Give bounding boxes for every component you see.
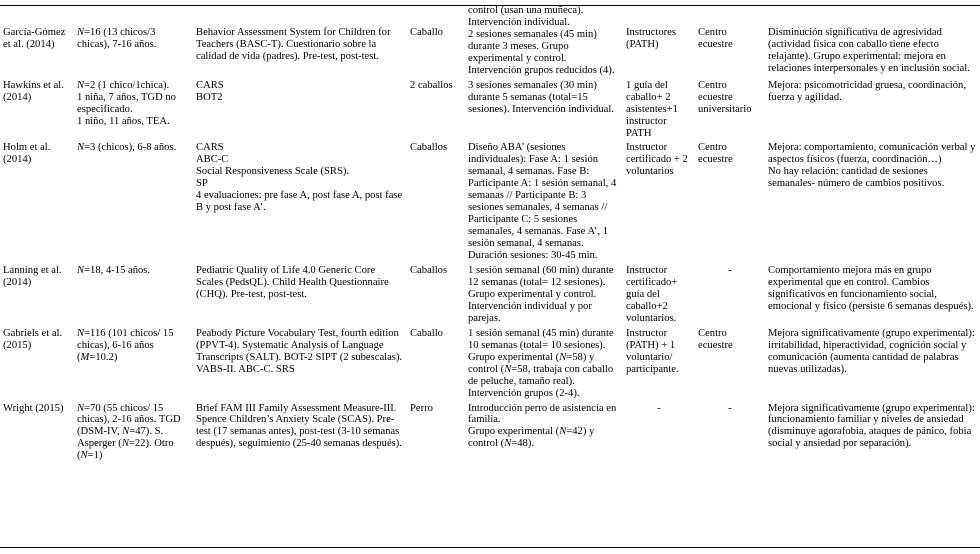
- results-cell: Mejora significativamente (grupo experimental): irritabilidad, hiperactividad, cognición social y comunicación (aumenta cantidad de palabras nuevas utilizadas).: [768, 327, 975, 375]
- intervention-cell: [465, 5, 623, 79]
- professionals-cell: -: [657, 402, 661, 414]
- studies-table: [0, 5, 980, 464]
- sample-cell: N=16 (13 chicos/3 chicas), 7-16 años.: [77, 27, 157, 50]
- setting-cell: -: [728, 402, 732, 414]
- instruments-cell: CARS ABC-C Social Responsiveness Scale (SRS). SP 4 evaluaciones: pre fase A, post fase A, post fase B y post fase A’.: [196, 142, 403, 214]
- animal-cell: Caballos: [410, 142, 448, 154]
- setting-cell: -: [728, 265, 732, 277]
- table-bottom-rule: [0, 547, 980, 548]
- professionals-cell: Instructor (PATH) + 1 voluntario/ participante.: [626, 327, 679, 375]
- instruments-cell: Brief FAM III Family Assessment Measure-III. Spence Children’s Anxiety Scale (SCAS). Pre-test (17 semanas antes), post-test (3-10 semanas después), seguimiento (25-40 semanas después).: [196, 402, 402, 450]
- setting-cell: Centro ecuestre: [698, 327, 733, 351]
- professionals-cell: Instructores (PATH): [626, 27, 677, 50]
- professionals-cell: Instructor certificado + 2 voluntarios: [626, 142, 688, 178]
- author-cell: Lanning et al. (2014): [3, 265, 62, 288]
- table-row: [0, 327, 980, 402]
- table-row: [0, 264, 980, 327]
- intervention-cell: 1 sesión semanal (45 min) durante 10 semanas (total= 10 sesiones). Grupo experimental (N=58) y control (N=58, trabaja con caballo de peluche, tamaño real). Intervención grupos (2-4).: [468, 327, 614, 399]
- results-cell: Mejora: comportamiento, comunicación verbal y aspectos físicos (fuerza, coordinación…) No hay relación: cantidad de sesiones semanales- número de cambios positivos.: [768, 142, 976, 190]
- intervention-cell: 1 sesión semanal (60 min) durante 12 semanas (total= 12 sesiones). Grupo experimental y control. Intervención individual y por parejas.: [468, 265, 614, 324]
- author-cell: Wright (2015): [3, 402, 64, 414]
- animal-cell: Perro: [410, 402, 433, 414]
- animal-cell: Caballo: [410, 327, 443, 339]
- table-row: [0, 402, 980, 465]
- table-row: [0, 141, 980, 264]
- results-cell: Mejora: psicomotricidad gruesa, coordinación, fuerza y agilidad.: [768, 79, 966, 103]
- instruments-cell: Peabody Picture Vocabulary Test, fourth edition (PPVT-4). Systematic Analysis of Language Transcripts (SALT). BOT-2 SIPT (2 subescalas). VABS-II. ABC-C. SRS: [196, 327, 403, 375]
- intervention-continued: control (usan una muñeca). Intervención individual.: [468, 5, 584, 28]
- instruments-cell: CARS BOT2: [196, 79, 224, 103]
- author-cell: Holm et al. (2014): [3, 142, 51, 166]
- instruments-cell: Pediatric Quality of Life 4.0 Generic Core Scales (PedsQL). Child Health Questionnaire (CHQ). Pre-test, post-test.: [196, 265, 389, 300]
- author-cell: Gabriels et al. (2015): [3, 327, 63, 351]
- intervention-text: 2 sesiones semanales (45 min) durante 3 meses. Grupo experimental y control. Intervención grupos reducidos (4).: [468, 28, 615, 76]
- setting-cell: Centro ecuestre: [698, 27, 733, 50]
- intervention-cell: Diseño ABA’ (sesiones individuales): Fase A: 1 sesión semanal, 4 semanas. Fase B: Participante A: 1 sesión semanal, 4 semanas // Participante B: 3 sesiones semanales, 4 semanas // Participante C: 5 sesiones semanales, 4 semanas. Fase A’, 1 sesión semanal, 4 semanas. Duración sesiones: 30-45 min.: [468, 142, 617, 262]
- animal-cell: 2 caballos: [410, 79, 453, 91]
- setting-cell: Centro ecuestre universitario: [698, 79, 752, 115]
- sample-cell: N=116 (101 chicos/ 15 chicas), 6-16 años (M=10.2): [77, 327, 174, 363]
- professionals-cell: 1 guía del caballo+ 2 asistentes+1 instructor PATH: [626, 79, 678, 139]
- sample-cell: N=2 (1 chico/1chica). 1 niña, 7 años, TGD no especificado. 1 niño, 11 años, TEA.: [77, 79, 176, 127]
- author-cell: García-Gómez et al. (2014): [3, 27, 66, 50]
- results-cell: Comportamiento mejora más en grupo experimental que en control. Cambios significativos en funcionamiento social, emocional y físico (persiste 6 semanas después).: [768, 265, 974, 312]
- results-cell: Disminución significativa de agresividad (actividad física con caballo tiene efecto relajante). Grupo experimental: mejora en relaciones interpersonales y en inclusión social.: [768, 27, 970, 74]
- animal-cell: Caballo: [410, 27, 443, 38]
- setting-cell: Centro ecuestre: [698, 142, 733, 166]
- sample-cell: N=18, 4-15 años.: [77, 265, 151, 277]
- instruments-cell: Behavior Assessment System for Children for Teachers (BASC-T). Cuestionario sobre la calidad de vida (padres). Pre-test, post-test.: [196, 27, 391, 62]
- results-cell: Mejora significativamente (grupo experimental): funcionamiento familiar y niveles de ansiedad (disminuye agorafobia, ataques de pánico, fobia social y ansiedad por separación).: [768, 402, 975, 450]
- sample-cell: N=3 (chicos), 6-8 años.: [77, 142, 177, 154]
- animal-cell: Caballos: [410, 265, 448, 277]
- professionals-cell: Instructor certificado+ guía del caballo+2 voluntarios.: [626, 265, 678, 324]
- sample-cell: N=70 (55 chicos/ 15 chicas), 2-16 años. TGD (DSM-IV, N=47). S. Asperger (N=22). Otro (N=1): [77, 402, 181, 462]
- table-row: [0, 79, 980, 142]
- intervention-cell: Introducción perro de asistencia en familia. Grupo experimental (N=42) y control (N=48).: [468, 402, 617, 450]
- table-row: [0, 5, 980, 79]
- author-cell: Hawkins et al. (2014): [3, 79, 64, 103]
- intervention-cell: 3 sesiones semanales (30 min) durante 5 semanas (total=15 sesiones). Intervención individual.: [468, 79, 614, 115]
